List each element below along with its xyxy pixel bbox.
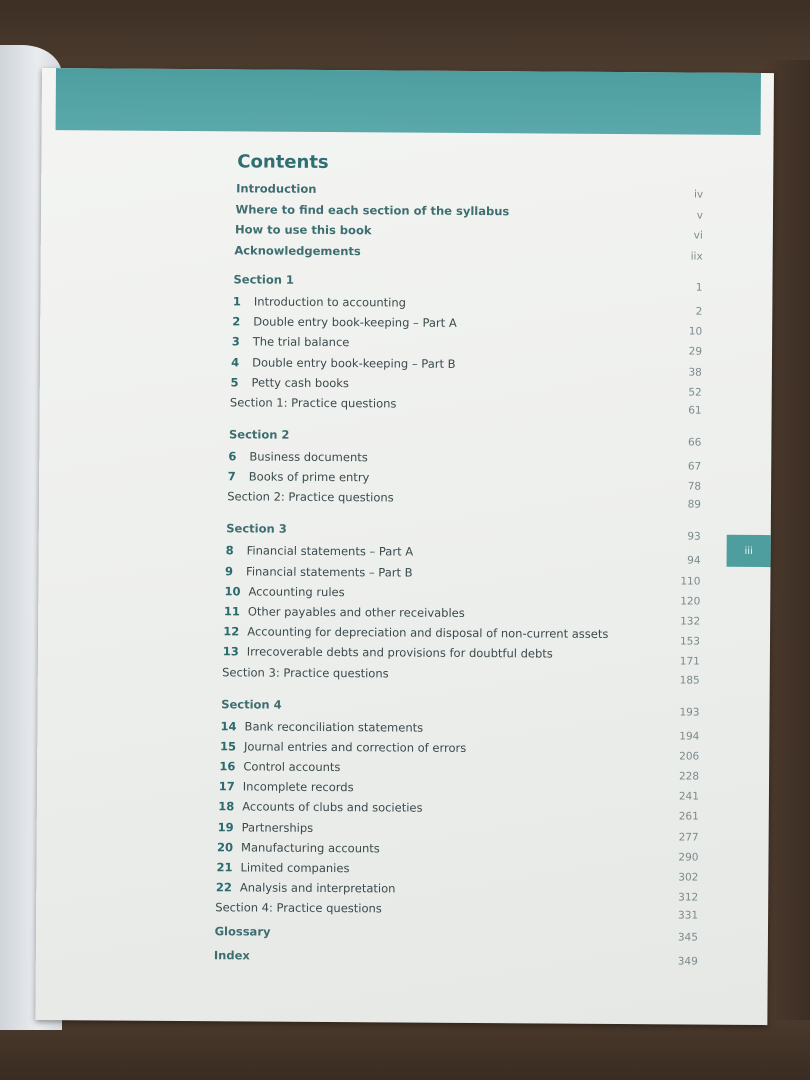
chapter-number: 22 xyxy=(215,880,232,895)
page-number: 302 xyxy=(678,871,699,884)
chapter-number: 19 xyxy=(217,819,234,834)
page-number: 120 xyxy=(680,595,701,608)
page-number: 331 xyxy=(678,909,699,922)
chapter-item-label: Accounts of clubs and societies xyxy=(242,799,423,816)
section-heading-label: Section 1 xyxy=(233,272,294,287)
chapter-number: 1 xyxy=(232,294,241,309)
page-number: 132 xyxy=(680,615,701,628)
page-number: 171 xyxy=(679,655,700,668)
front-matter-item-label: Where to find each section of the syllabus xyxy=(235,201,510,218)
chapter-number: 10 xyxy=(224,584,241,599)
front-matter-item xyxy=(41,241,721,266)
chapter-item-label: Incomplete records xyxy=(242,779,354,795)
front-matter-item-label: Introduction xyxy=(236,181,317,196)
page-number: 206 xyxy=(679,750,700,763)
page-number: 228 xyxy=(678,770,700,783)
page-number: iv xyxy=(693,188,704,201)
section-heading xyxy=(37,696,717,721)
page-number: v xyxy=(696,209,704,222)
chapter-item-label: Analysis and interpretation xyxy=(239,880,396,896)
contents-page xyxy=(35,68,774,1025)
chapter-item-label: Irrecoverable debts and provisions for doubtful debts xyxy=(246,644,553,661)
chapter-number: 5 xyxy=(230,375,239,390)
header-band xyxy=(56,68,761,135)
page-number: 261 xyxy=(678,810,699,823)
practice-questions-item xyxy=(38,664,718,689)
chapter-number: 6 xyxy=(228,449,237,464)
chapter-number: 9 xyxy=(225,563,234,578)
chapter-item-label: The trial balance xyxy=(252,334,350,350)
chapter-number: 3 xyxy=(231,334,240,349)
chapter-number: 11 xyxy=(223,604,240,619)
page-number: 277 xyxy=(678,831,699,844)
chapter-item-label: Business documents xyxy=(249,449,368,465)
chapter-number: 4 xyxy=(231,354,240,369)
chapter-item-label: Limited companies xyxy=(240,860,350,876)
page-number: 1 xyxy=(695,281,703,294)
front-matter-item-label: Acknowledgements xyxy=(234,242,361,258)
section-heading xyxy=(39,520,719,545)
chapter-item-label: Financial statements – Part A xyxy=(246,543,414,559)
chapter-number: 13 xyxy=(222,644,239,659)
page-number: 67 xyxy=(687,460,702,473)
front-matter-item-label: How to use this book xyxy=(234,222,372,238)
chapter-item-label: Books of prime entry xyxy=(248,469,370,485)
page-number: 241 xyxy=(678,790,699,803)
page-number: 349 xyxy=(677,955,698,968)
page-number: 345 xyxy=(677,931,698,944)
page-number: 94 xyxy=(687,554,701,568)
background-couch-bottom xyxy=(0,1020,810,1080)
page-number: iix xyxy=(690,250,703,263)
section-heading xyxy=(40,271,720,296)
page-number: 312 xyxy=(678,891,699,904)
back-matter-item-label: Index xyxy=(213,948,250,963)
chapter-item-label: Control accounts xyxy=(243,759,341,775)
chapter-number: 7 xyxy=(227,469,236,484)
chapter-item-label: Other payables and other receivables xyxy=(247,604,465,620)
chapter-number: 20 xyxy=(217,840,234,855)
chapter-number: 15 xyxy=(219,739,237,754)
page-number: 153 xyxy=(679,635,701,648)
page-number: 93 xyxy=(687,530,701,544)
back-matter-item-label: Glossary xyxy=(214,924,271,940)
page-number: 2 xyxy=(695,305,703,318)
page-number-tab: iii xyxy=(727,535,771,567)
practice-questions-item-label: Section 3: Practice questions xyxy=(222,664,389,681)
chapter-item-label: Double entry book-keeping – Part A xyxy=(253,314,457,331)
page-number: 290 xyxy=(678,851,699,864)
page-number: 89 xyxy=(687,498,702,512)
chapter-number: 12 xyxy=(223,624,240,639)
practice-questions-item-label: Section 1: Practice questions xyxy=(229,395,397,411)
chapter-item-label: Accounting rules xyxy=(248,584,345,599)
chapter-number: 16 xyxy=(219,759,236,774)
chapter-item-label: Accounting for depreciation and disposal of non-current assets xyxy=(247,624,609,642)
section-heading-label: Section 4 xyxy=(221,696,282,712)
chapter-item-label: Financial statements – Part B xyxy=(246,564,413,580)
chapter-number: 2 xyxy=(232,314,241,329)
section-heading-label: Section 2 xyxy=(228,427,290,442)
chapter-number: 21 xyxy=(216,860,233,875)
chapter-item-label: Partnerships xyxy=(241,820,314,835)
chapter-number: 8 xyxy=(225,543,234,558)
chapter-item-label: Petty cash books xyxy=(251,375,350,390)
chapter-item-label: Manufacturing accounts xyxy=(241,840,380,856)
page-number: 10 xyxy=(688,325,703,338)
page-number: 38 xyxy=(688,366,702,379)
practice-questions-item-label: Section 4: Practice questions xyxy=(215,900,382,916)
page-number: 185 xyxy=(679,674,700,687)
chapter-item-label: Double entry book-keeping – Part B xyxy=(252,355,456,371)
chapter-number: 14 xyxy=(220,718,237,733)
back-matter-item xyxy=(36,947,716,972)
page-number: 52 xyxy=(688,386,702,399)
page-number: 61 xyxy=(688,404,702,417)
back-matter-item xyxy=(36,923,716,948)
page-number: vi xyxy=(693,229,703,242)
page-number: 193 xyxy=(679,706,700,719)
practice-questions-item-label: Section 2: Practice questions xyxy=(227,489,394,505)
chapter-item-label: Introduction to accounting xyxy=(253,294,407,310)
chapter-number: 17 xyxy=(218,779,235,794)
practice-questions-item xyxy=(36,899,716,924)
chapter-number: 18 xyxy=(218,799,235,814)
page-number: 194 xyxy=(679,730,700,743)
page-number: 78 xyxy=(687,480,702,493)
page-number: 29 xyxy=(688,345,703,359)
page-number: 110 xyxy=(680,575,701,588)
practice-questions-item xyxy=(39,488,719,513)
practice-questions-item xyxy=(40,394,720,419)
page-title: Contents xyxy=(237,151,329,174)
section-heading-label: Section 3 xyxy=(226,521,287,537)
chapter-item-label: Bank reconciliation statements xyxy=(244,719,424,735)
section-heading xyxy=(39,426,719,451)
page-number: 66 xyxy=(687,436,702,449)
chapter-item-label: Journal entries and correction of errors xyxy=(243,739,467,755)
